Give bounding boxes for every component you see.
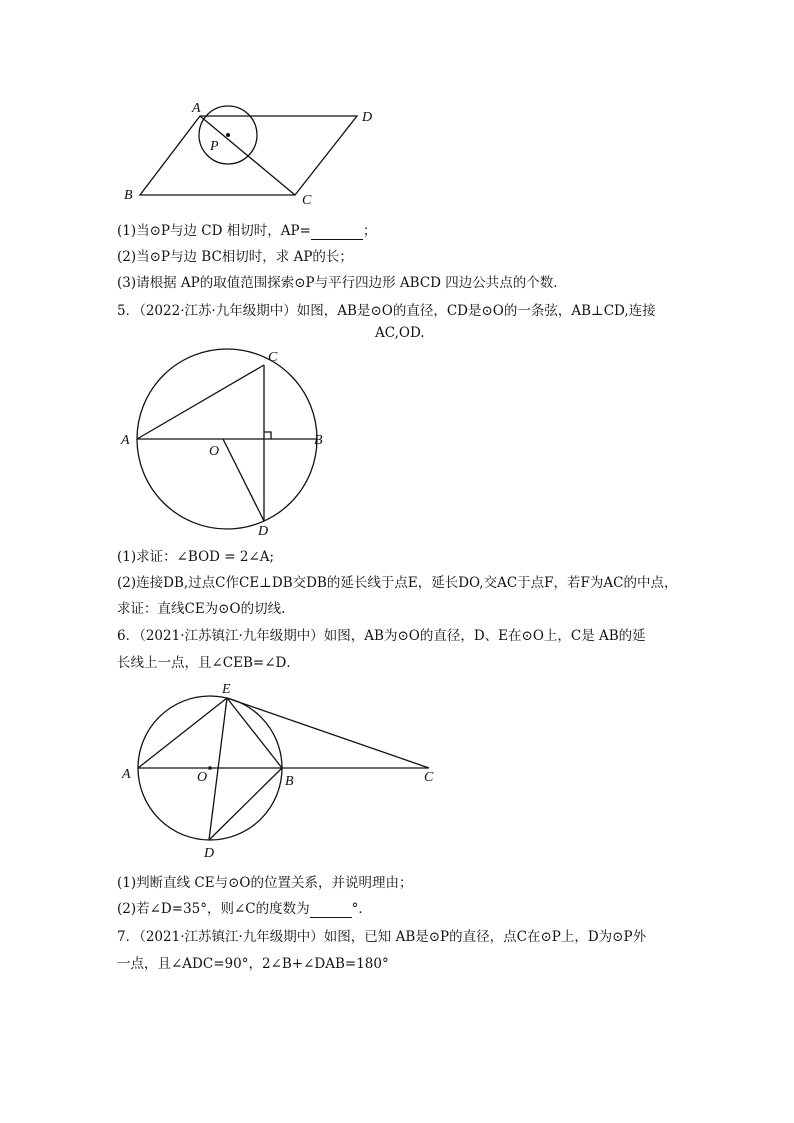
label-a: A: [192, 101, 201, 116]
q6-part2: [117, 897, 372, 918]
label-o: O: [209, 444, 220, 459]
label-b: B: [314, 433, 323, 448]
label-d: D: [204, 846, 215, 861]
label-b: B: [124, 188, 133, 203]
q7-stem-line1: 7．（2021·江苏镇江·九年级期中）如图，已知 AB是⊙P的直径，点C在⊙P上，D为⊙P外: [117, 929, 647, 945]
label-d: D: [258, 524, 269, 539]
q4-part1-end: ；: [362, 223, 377, 239]
q4-part2: (2)当⊙P与边 BC相切时，求 AP的长；: [117, 249, 353, 265]
label-a: A: [121, 433, 130, 448]
q7-stem-line2: 一点，且∠ADC=90°，2∠B+∠DAB=180°: [117, 956, 389, 972]
q6-part1: (1)判断直线 CE与⊙O的位置关系，并说明理由；: [117, 875, 413, 891]
label-c: C: [302, 193, 312, 208]
q4-part1-text: (1)当⊙P与边 CD 相切时，AP=: [117, 223, 311, 239]
label-c: C: [424, 770, 434, 785]
segment-db: [209, 768, 282, 840]
q6-part2-end: °．: [351, 901, 372, 917]
segment-ed: [209, 698, 227, 840]
segment-ea: [138, 698, 227, 768]
label-o: O: [197, 770, 208, 785]
label-a: A: [122, 767, 131, 782]
q5-stem-line1: 5．（2022·江苏·九年级期中）如图，AB是⊙O的直径，CD是⊙O的一条弦，AB⊥CD,连接: [117, 303, 656, 319]
center-o-dot: [208, 766, 212, 770]
q5-part1: (1)求证：∠BOD = 2∠A;: [117, 549, 275, 565]
label-p: P: [210, 139, 219, 154]
answer-blank[interactable]: [310, 901, 352, 918]
q6-stem-line2: 长线上一点，且∠CEB=∠D．: [117, 655, 300, 671]
label-e: E: [222, 682, 231, 697]
label-b: B: [285, 774, 294, 789]
q6-stem-line1: 6．（2021·江苏镇江·九年级期中）如图，AB为⊙O的直径，D、E在⊙O上，C是 AB的延: [117, 628, 646, 644]
label-d: D: [362, 110, 373, 125]
q6-part2-text: (2)若∠D=35°，则∠C的度数为: [117, 901, 310, 917]
segment-ec: [227, 698, 429, 768]
q5-part2-line1: (2)连接DB,过点C作CE⊥DB交DB的延长线于点E，延长DO,交AC于点F，若F为AC的中点，: [117, 575, 678, 591]
segment-eb: [227, 698, 282, 768]
q5-part2-line2: 求证：直线CE为⊙O的切线.: [117, 601, 286, 617]
q5-stem-line2: AC,OD.: [375, 325, 425, 341]
q4-part3: (3)请根据 AP的取值范围探索⊙P与平行四边形 ABCD 四边公共点的个数．: [117, 275, 567, 291]
label-c: C: [268, 350, 278, 365]
